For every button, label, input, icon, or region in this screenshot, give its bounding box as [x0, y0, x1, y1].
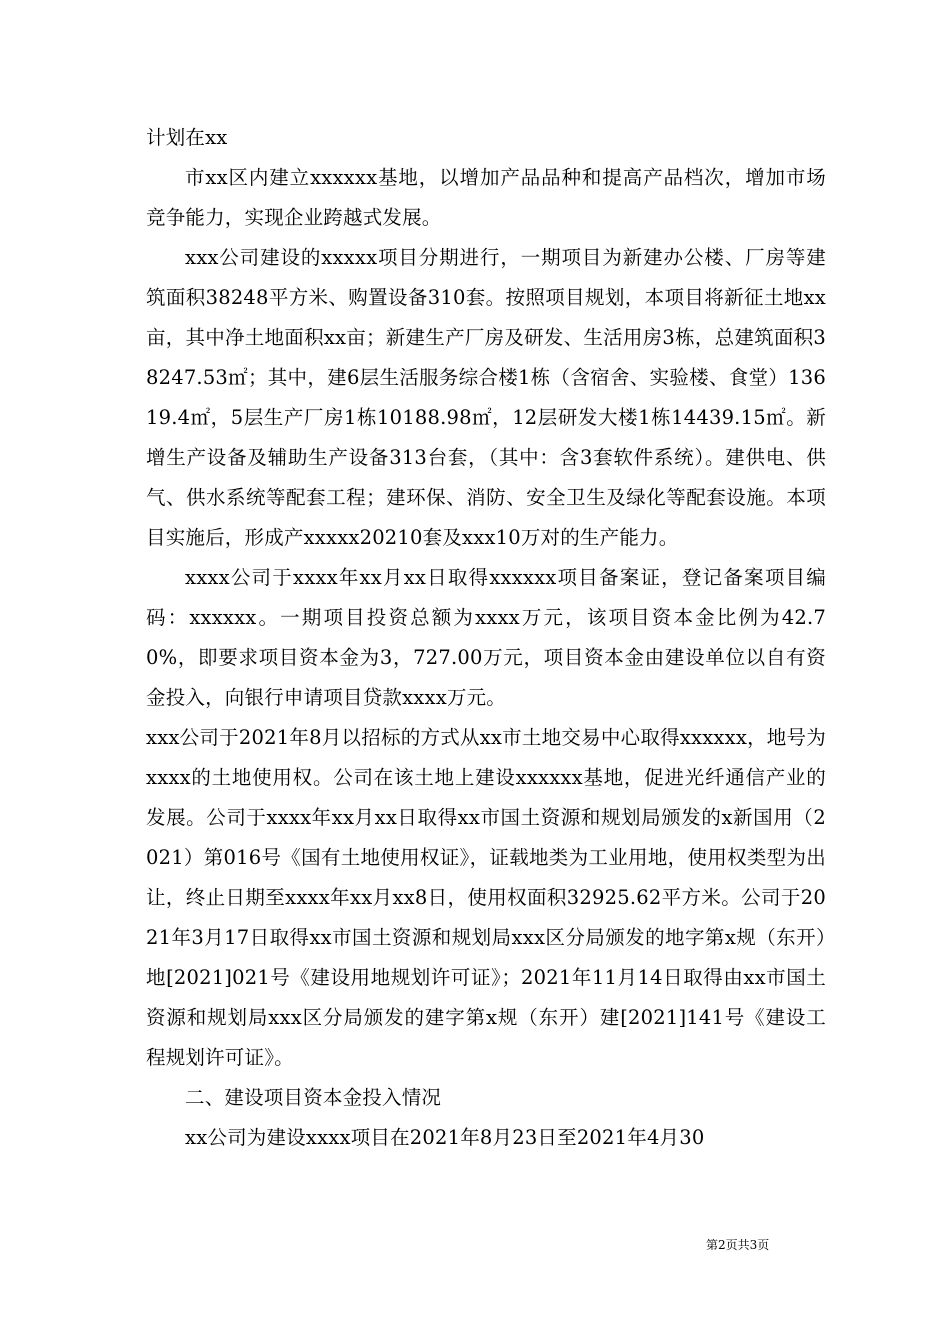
- paragraph-5: xxx公司于2021年8月以招标的方式从xx市土地交易中心取得xxxxxx，地号为xxxx的土地使用权。公司在该土地上建设xxxxxx基地，促进光纤通信产业的发展。公司于xxxx年xx月xx日取得xx市国土资源和规划局颁发的x新国用（2021）第016号《国有土地使用权证》，证载地类为工业用地，使用权类型为出让，终止日期至xxxx年xx月xx8日，使用权面积32925.62平方米。公司于2021年3月17日取得xx市国土资源和规划局xxx区分局颁发的地字第x规（东开）地[2021]021号《建设用地规划许可证》；2021年11月14日取得由xx市国土资源和规划局xxx区分局颁发的建字第x规（东开）建[2021]141号《建设工程规划许可证》。: [146, 726, 827, 1069]
- paragraph-3: xxx公司建设的xxxxx项目分期进行，一期项目为新建办公楼、厂房等建筑面积38248平方米、购置设备310套。按照项目规划，本项目将新征土地xx亩，其中净土地面积xx亩；新建生产厂房及研发、生活用房3栋，总建筑面积38247.53㎡；其中，建6层生活服务综合楼1栋（含宿舍、实验楼、食堂）13619.4㎡，5层生产厂房1栋10188.98㎡，12层研发大楼1栋14439.15㎡。新增生产设备及辅助生产设备313台套，（其中：含3套软件系统）。建供电、供气、供水系统等配套工程；建环保、消防、安全卫生及绿化等配套设施。本项目实施后，形成产xxxxx20210套及xxx10万对的生产能力。: [146, 246, 826, 549]
- paragraph-4: xxxx公司于xxxx年xx月xx日取得xxxxxx项目备案证，登记备案项目编码：xxxxxx。一期项目投资总额为xxxx万元，该项目资本金比例为42.70%，即要求项目资本金为3，727.00万元，项目资本金由建设单位以自有资金投入，向银行申请项目贷款xxxx万元。: [146, 566, 826, 709]
- paragraph-1: 计划在xx: [146, 126, 228, 149]
- page-footer: 第2页共3页: [706, 1238, 770, 1252]
- document-body: [146, 118, 826, 1158]
- section-heading: 二、建设项目资本金投入情况: [185, 1086, 442, 1109]
- paragraph-7: xx公司为建设xxxx项目在2021年8月23日至2021年4月30: [185, 1126, 705, 1149]
- paragraph-2: 市xx区内建立xxxxxx基地，以增加产品品种和提高产品档次，增加市场竞争能力，实现企业跨越式发展。: [146, 166, 826, 229]
